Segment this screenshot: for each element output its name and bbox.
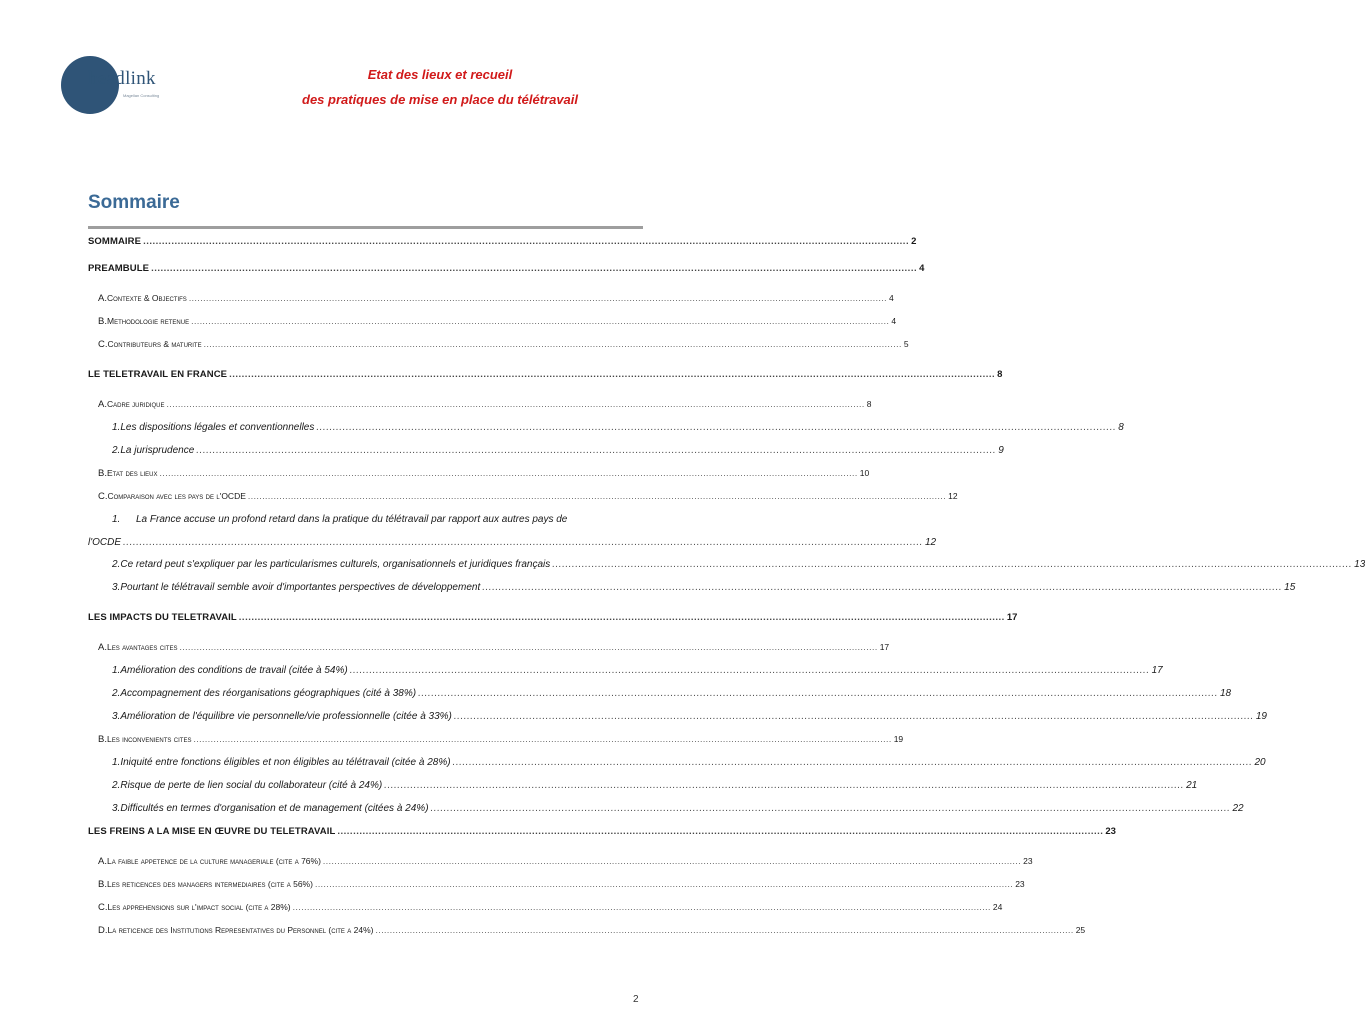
document-title-line1: Etat des lieux et recueil <box>367 67 513 82</box>
toc-entry-continuation[interactable] <box>88 537 937 548</box>
toc-entry[interactable] <box>88 422 1124 433</box>
toc-entry-page: 23 <box>1023 856 1033 866</box>
dot-leader <box>418 688 1218 699</box>
dot-leader <box>160 468 858 478</box>
toc-entry-page: 18 <box>1220 688 1232 699</box>
toc-entry-text: SOMMAIRE <box>88 236 142 247</box>
toc-entry[interactable] <box>88 582 1296 593</box>
dot-leader <box>229 369 995 380</box>
toc-entry-label: 2. <box>112 688 121 699</box>
dot-leader <box>552 559 1352 570</box>
toc-entry-page: 8 <box>997 369 1003 380</box>
toc-entry[interactable] <box>88 612 1018 623</box>
toc-entry-text: Pourtant le télétravail semble avoir d'importantes perspectives de développement <box>120 582 481 593</box>
toc-entry-text: Iniquité entre fonctions éligibles et non éligibles au télétravail (citée à 28%) <box>120 757 451 768</box>
toc-entry[interactable] <box>88 780 1198 791</box>
dot-leader <box>323 856 1021 866</box>
toc-entry[interactable] <box>88 856 1033 867</box>
page-number: 2 <box>633 994 639 1005</box>
document-title-line2: des pratiques de mise en place du télétravail <box>302 92 578 107</box>
dot-leader <box>384 780 1184 791</box>
toc-heading: Sommaire <box>88 192 180 213</box>
toc-entry-text: Les inconvenients cites <box>106 734 192 744</box>
toc-entry-label: 3. <box>112 803 121 814</box>
toc-entry[interactable] <box>88 369 1003 380</box>
toc-entry-text: l'OCDE <box>88 537 122 548</box>
toc-entry-text: LE TELETRAVAIL EN FRANCE <box>88 369 228 380</box>
toc-entry[interactable] <box>88 293 894 304</box>
dot-leader <box>179 642 877 652</box>
toc-entry[interactable] <box>88 711 1267 722</box>
toc-entry-text: Ce retard peut s'expliquer par les particularismes culturels, organisationnels et juridiques français <box>120 559 551 570</box>
dot-leader <box>454 711 1254 722</box>
toc-entry-page: 9 <box>998 445 1004 456</box>
toc-entry-page: 4 <box>891 316 897 326</box>
toc-entry[interactable] <box>88 803 1244 814</box>
toc-entry[interactable] <box>88 734 904 745</box>
toc-entry-text: La France accuse un profond retard dans la pratique du télétravail par rapport aux autres pays de <box>136 514 568 525</box>
dot-leader <box>143 236 909 247</box>
logo-wordmark: headlink <box>88 68 156 89</box>
dot-leader <box>315 879 1013 889</box>
dot-leader <box>123 537 923 548</box>
toc-entry-label: 1. <box>112 665 121 676</box>
toc-entry-page: 15 <box>1284 582 1296 593</box>
toc-entry-text: La reticence des Institutions Representatives du Personnel (cite a 24%) <box>107 925 374 935</box>
toc-entry-text: Cadre juridique <box>106 399 165 409</box>
toc-entry[interactable] <box>88 445 1004 456</box>
toc-entry-page: 4 <box>889 293 894 303</box>
toc-entry-page: 17 <box>1151 665 1163 676</box>
toc-entry-label: 3. <box>112 711 121 722</box>
dot-leader <box>204 339 902 349</box>
toc-entry-text: Amélioration de l'équilibre vie personnelle/vie professionnelle (citée à 33%) <box>120 711 452 722</box>
toc-entry-text: PREAMBULE <box>88 263 150 274</box>
toc-entry-page: 10 <box>859 468 870 478</box>
toc-entry-page: 19 <box>893 734 904 744</box>
heading-rule <box>88 226 643 229</box>
toc-entry-label: B. <box>98 879 107 890</box>
toc-entry-page: 4 <box>919 263 925 274</box>
toc-entry-page: 5 <box>903 339 909 349</box>
toc-entry[interactable] <box>88 468 870 479</box>
toc-entry-text: Etat des lieux <box>106 468 158 478</box>
dot-leader <box>239 612 1005 623</box>
toc-entry-label: C. <box>98 902 108 913</box>
toc-entry-label: D. <box>98 925 108 936</box>
toc-entry-text: Difficultés en termes d'organisation et de management (citées à 24%) <box>120 803 429 814</box>
dot-leader <box>167 399 865 409</box>
toc-entry-page: 12 <box>948 491 958 501</box>
toc-entry-label: 2. <box>112 445 121 456</box>
toc-entry-page: 22 <box>1232 803 1244 814</box>
dot-leader <box>196 445 996 456</box>
toc-entry-text: Accompagnement des réorganisations géographiques (cité à 38%) <box>120 688 417 699</box>
dot-leader <box>316 422 1116 433</box>
toc-entry-label: B. <box>98 468 107 479</box>
toc-entry-label: A. <box>98 293 107 304</box>
toc-entry[interactable] <box>88 263 925 274</box>
dot-leader <box>350 665 1150 676</box>
toc-entry-label: 1. <box>112 514 121 525</box>
logo-subtext: Magellan Consulting <box>123 93 160 98</box>
toc-entry-page: 8 <box>866 399 872 409</box>
dot-leader <box>248 491 946 501</box>
toc-entry-label: C. <box>98 339 108 350</box>
toc-entry-text: LES FREINS A LA MISE EN ŒUVRE DU TELETRAVAIL <box>88 826 336 837</box>
toc-entry-text: Contributeurs & maturite <box>107 339 202 349</box>
toc-entry-page: 17 <box>879 642 890 652</box>
dot-leader <box>191 316 889 326</box>
toc-entry-label: 1. <box>112 422 121 433</box>
toc-entry[interactable] <box>88 559 1365 570</box>
toc-entry-label: 3. <box>112 582 121 593</box>
dot-leader <box>193 734 891 744</box>
toc-entry[interactable] <box>88 902 1003 913</box>
toc-entry-text: Les avantages cites <box>106 642 178 652</box>
toc-entry[interactable] <box>88 642 890 653</box>
toc-entry-page: 17 <box>1006 612 1018 623</box>
toc-entry-text: Les apprehensions sur l'impact social (cite a 28%) <box>107 902 291 912</box>
toc-entry[interactable] <box>88 826 1116 837</box>
dot-leader <box>482 582 1282 593</box>
toc-entry-label: 1. <box>112 757 121 768</box>
toc-entry-text: Risque de perte de lien social du collaborateur (cité à 24%) <box>120 780 383 791</box>
toc-entry-text: La jurisprudence <box>120 445 195 456</box>
toc-entry[interactable] <box>88 925 1086 936</box>
toc-entry-label: C. <box>98 491 108 502</box>
toc-entry-page: 25 <box>1075 925 1086 935</box>
toc-entry[interactable] <box>88 339 909 350</box>
toc-entry-page: 8 <box>1118 422 1124 433</box>
toc-entry[interactable] <box>88 879 1025 890</box>
toc-entry[interactable] <box>88 688 1232 699</box>
dot-leader <box>375 925 1073 935</box>
toc-entry[interactable] <box>88 514 641 525</box>
toc-entry-text: Les dispositions légales et conventionnelles <box>120 422 315 433</box>
toc-entry[interactable] <box>88 665 1163 676</box>
toc-entry[interactable] <box>88 236 917 247</box>
toc-entry[interactable] <box>88 757 1266 768</box>
toc-entry-page: 13 <box>1354 559 1365 570</box>
toc-entry-text: Amélioration des conditions de travail (citée à 54%) <box>120 665 348 676</box>
toc-entry-page: 2 <box>911 236 917 247</box>
toc-entry-label: B. <box>98 734 107 745</box>
dot-leader <box>293 902 991 912</box>
toc-entry[interactable] <box>88 316 897 327</box>
toc-entry-text: Les reticences des managers intermediaires (cite a 56%) <box>106 879 313 889</box>
toc-entry[interactable] <box>88 399 872 410</box>
dot-leader <box>189 293 887 303</box>
toc-entry-label: A. <box>98 642 107 653</box>
dot-leader <box>431 803 1231 814</box>
toc-entry-label: B. <box>98 316 107 327</box>
toc-entry-page: 23 <box>1105 826 1116 837</box>
toc-entry-label: A. <box>98 856 107 867</box>
toc-entry-label: 2. <box>112 559 121 570</box>
toc-entry-page: 23 <box>1015 879 1025 889</box>
toc-entry-page: 21 <box>1186 780 1198 791</box>
toc-entry-text: Methodologie retenue <box>106 316 190 326</box>
toc-entry-page: 20 <box>1254 757 1266 768</box>
toc-entry[interactable] <box>88 491 958 502</box>
toc-entry-text: Comparaison avec les pays de l'OCDE <box>107 491 246 501</box>
toc-entry-text: La faible appetence de la culture manageriale (cite a 76%) <box>106 856 321 866</box>
toc-entry-label: 2. <box>112 780 121 791</box>
toc-entry-page: 19 <box>1255 711 1267 722</box>
toc-entry-text: Contexte & Objectifs <box>106 293 187 303</box>
dot-leader <box>337 826 1103 837</box>
toc-entry-page: 12 <box>924 537 937 548</box>
toc-entry-label: A. <box>98 399 107 410</box>
toc-entry-text: LES IMPACTS DU TELETRAVAIL <box>88 612 237 623</box>
dot-leader <box>151 263 917 274</box>
toc-entry-page: 24 <box>992 902 1003 912</box>
dot-leader <box>453 757 1253 768</box>
